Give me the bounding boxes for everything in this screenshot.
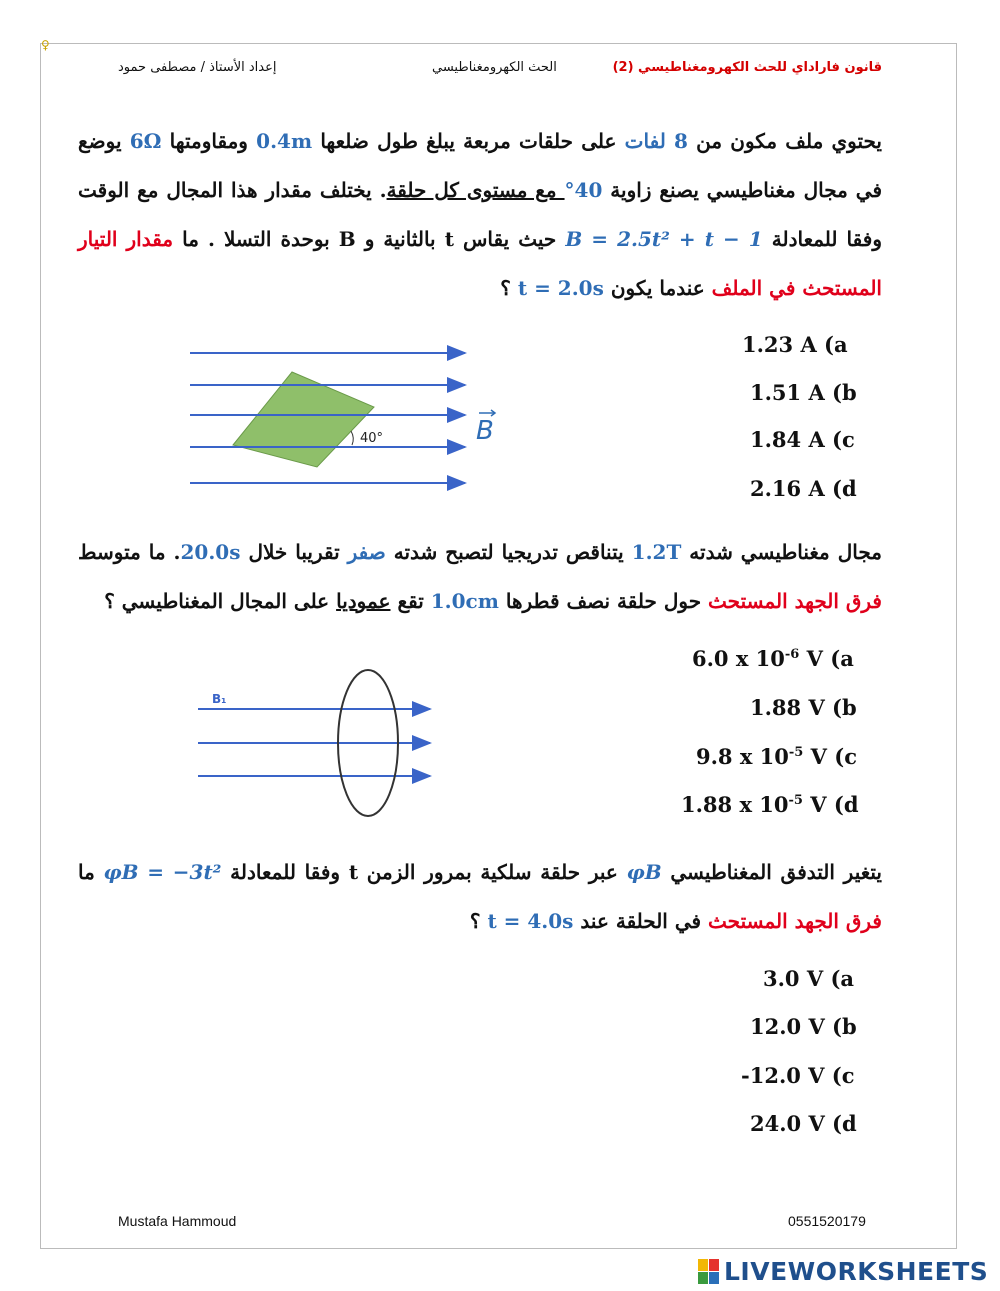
asked-quantity: فرق الجهد المستحث bbox=[708, 909, 882, 933]
time-value: t = 4.0s bbox=[487, 909, 574, 933]
flux-equation: φB = −3t² bbox=[103, 860, 222, 884]
question-3: يتغير التدفق المغناطيسي φB عبر حلقة سلكية بمرور الزمن t وفقا للمعادلة φB = −3t² ما فرق الجهد المستحث في الحلقة عند t = 4.0s ؟ bbox=[78, 860, 882, 933]
q1-option-c[interactable]: 1.84 A (c bbox=[750, 427, 855, 452]
q2-option-a[interactable]: 6.0 x $10^{-6}$ V (a bbox=[692, 646, 854, 671]
duration-value: 20.0s bbox=[180, 540, 241, 564]
q3-option-a[interactable]: 3.0 V (a bbox=[763, 966, 854, 991]
figure-circular-loop bbox=[180, 665, 450, 820]
liveworksheets-icon bbox=[698, 1259, 720, 1285]
question-1: يحتوي ملف مكون من 8 لفات على حلقات مربعة يبلغ طول ضلعها 0.4m ومقاومتها 6Ω يوضع في مجال مغناطيسي يصنع زاوية 40° مع مستوى كل حلقة. يختلف مقدار هذا المجال مع الوقت وفقا للمعادلة B = 2.5t² + t − 1 حيث يقاس t بالثانية و B بوحدة التسلا . ما مقدار التيار المستحث في الملف عندما يكون t = 2.0s ؟ bbox=[78, 129, 883, 300]
square-loop bbox=[233, 372, 374, 467]
question-2: مجال مغناطيسي شدته 1.2T يتناقص تدريجيا لتصبح شدته صفر تقريبا خلال 20.0s. ما متوسط فرق الجهد المستحث حول حلقة نصف قطرها 1.0cm تقع عموديا على المجال المغناطيسي ؟ bbox=[78, 540, 882, 613]
zero-word: صفر bbox=[347, 540, 386, 564]
header-title: قانون فاراداي للحث الكهرومغناطيسي (2) bbox=[612, 60, 882, 75]
figure-square-loop bbox=[180, 335, 520, 495]
q3-option-b[interactable]: 12.0 V (b bbox=[750, 1014, 857, 1039]
field-label-b1: B₁ bbox=[212, 692, 227, 706]
turns-value: 8 لفات bbox=[624, 129, 688, 153]
q1-option-b[interactable]: 1.51 A (b bbox=[750, 380, 857, 405]
q2-option-d[interactable]: 1.88 x $10^{-5}$ V (d bbox=[681, 792, 859, 817]
footer-phone: 0551520179 bbox=[788, 1213, 866, 1229]
side-value: 0.4m bbox=[256, 129, 313, 153]
q1-option-a[interactable]: 1.23 A (a bbox=[742, 332, 848, 357]
liveworksheets-logo[interactable] bbox=[698, 1257, 988, 1286]
resistance-value: 6Ω bbox=[129, 129, 162, 153]
field-label-b: B bbox=[476, 416, 494, 446]
footer-author: Mustafa Hammoud bbox=[118, 1213, 237, 1229]
corner-mark: ♀ bbox=[41, 38, 50, 52]
header-subject: الحث الكهرومغناطيسي bbox=[432, 60, 557, 75]
time-value: t = 2.0s bbox=[517, 276, 604, 300]
asked-quantity: فرق الجهد المستحث bbox=[708, 589, 882, 613]
phi-symbol: φB bbox=[626, 860, 662, 884]
field-equation: B = 2.5t² + t − 1 bbox=[565, 227, 763, 251]
q2-option-c[interactable]: 9.8 x $10^{-5}$ V (c bbox=[696, 744, 857, 769]
header-author: إعداد الأستاذ / مصطفى حمود bbox=[118, 60, 277, 75]
asked-quantity: مقدار التيار المستحث في الملف bbox=[78, 227, 882, 300]
radius-value: 1.0cm bbox=[430, 589, 499, 613]
q3-option-d[interactable]: 24.0 V (d bbox=[750, 1111, 857, 1136]
angle-value: 40° bbox=[564, 178, 603, 202]
perpendicular-word: عموديا bbox=[336, 589, 391, 613]
q2-option-b[interactable]: 1.88 V (b bbox=[750, 695, 857, 720]
liveworksheets-text: LIVEWORKSHEETS bbox=[724, 1257, 989, 1286]
q3-option-c[interactable]: -12.0 V (c bbox=[741, 1063, 855, 1088]
q1-option-d[interactable]: 2.16 A (d bbox=[750, 476, 857, 501]
angle-label: 40° bbox=[360, 431, 384, 446]
field-strength: 1.2T bbox=[631, 540, 682, 564]
